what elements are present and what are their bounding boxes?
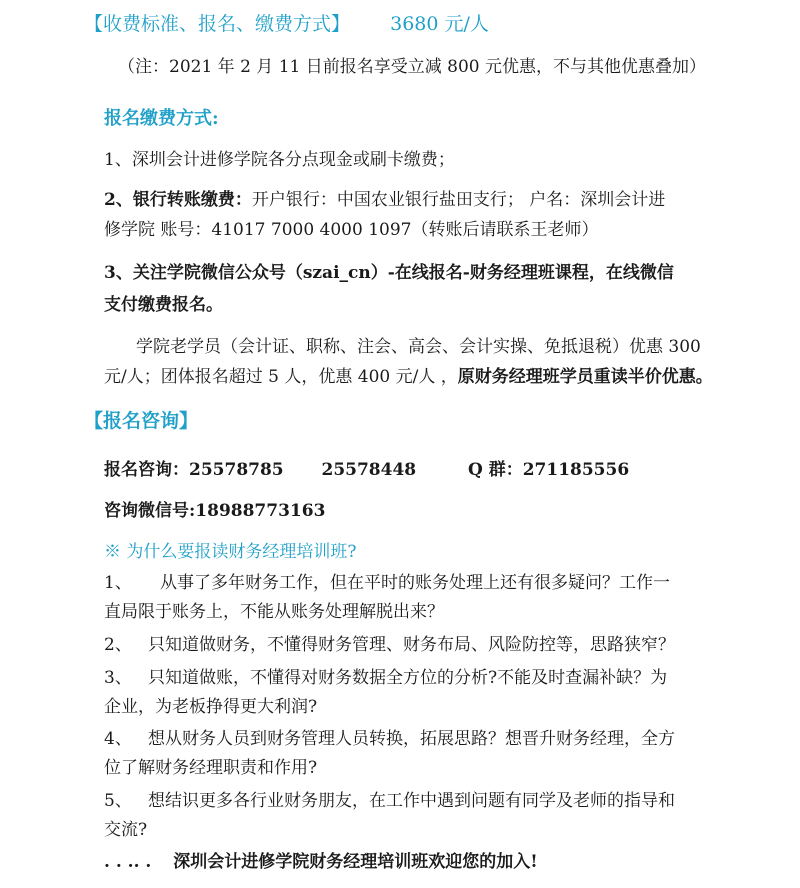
why-item-num: 1、	[104, 573, 132, 593]
wechat-label: 咨询微信号:	[104, 501, 196, 521]
payment-item-2-line1	[104, 185, 665, 216]
closing-text: 深圳会计进修学院财务经理培训班欢迎您的加入!	[173, 852, 538, 872]
why-item-1	[104, 568, 670, 599]
why-item-2	[104, 630, 675, 661]
closing-line	[104, 847, 538, 878]
fee-section	[84, 8, 489, 40]
why-item-num: 3、	[104, 668, 132, 688]
fee-heading: 【收费标准、报名、缴费方式】	[84, 13, 351, 35]
consult-phones	[104, 455, 629, 486]
why-item-text: 想结识更多各行业财务朋友，在工作中遇到问题有同学及老师的指导和	[148, 791, 675, 811]
closing-dots: . . .. .	[104, 852, 152, 872]
phone-2: 25578448	[321, 460, 417, 480]
why-item-4	[104, 724, 675, 755]
wechat-id: 18988773163	[195, 501, 326, 521]
why-item-5	[104, 786, 675, 817]
payment-item-3-line2: 支付缴费报名。	[104, 295, 223, 315]
phone-1: 25578785	[189, 460, 284, 480]
why-item-num: 5、	[104, 791, 132, 811]
payment-item-3-line1: 3、关注学院微信公众号（szai_cn）-在线报名-财务经理班课程，在线微信	[104, 263, 674, 283]
why-item-3-cont: 企业，为老板挣得更大利润?	[104, 697, 318, 717]
payment-heading: 报名缴费方式:	[104, 108, 219, 129]
payment-item-2-label: 2、银行转账缴费：	[104, 190, 252, 210]
fee-price: 3680 元/人	[390, 13, 489, 35]
why-item-text: 想从财务人员到财务管理人员转换，拓展思路？想晋升财务经理，全方	[148, 729, 675, 749]
consult-heading: 【报名咨询】	[84, 410, 199, 432]
why-item-text: 只知道做财务，不懂得财务管理、财务布局、风险防控等，思路狭窄？	[148, 635, 675, 655]
why-item-4-cont: 位了解财务经理职责和作用?	[104, 758, 318, 778]
consult-wechat	[104, 496, 325, 527]
discount-line1: 学院老学员（会计证、职称、注会、高会、会计实操、免抵退税）优惠 300	[136, 337, 701, 357]
payment-item-2-bank: 开户银行：中国农业银行盐田支行； 户名：深圳会计进	[251, 190, 666, 210]
why-item-1-cont: 直局限于账务上，不能从账务处理解脱出来？	[104, 602, 444, 622]
why-heading: ※ 为什么要报读财务经理培训班?	[104, 542, 357, 562]
payment-item-1: 1、深圳会计进修学院各分点现金或刷卡缴费；	[104, 150, 455, 170]
fee-note: （注：2021 年 2 月 11 日前报名享受立减 800 元优惠，不与其他优惠叠加）	[118, 57, 706, 77]
why-item-5-cont: 交流?	[104, 820, 148, 840]
phone-label: 报名咨询：	[104, 460, 189, 480]
qq-number: 271185556	[522, 460, 630, 480]
why-item-text: 从事了多年财务工作，但在平时的账务处理上还有很多疑问？工作一	[160, 573, 670, 593]
discount-line2	[104, 362, 713, 393]
qq-label: Q 群：	[467, 460, 523, 480]
payment-item-2-line2: 修学院 账号：41017 7000 4000 1097（转账后请联系王老师）	[104, 220, 599, 240]
why-item-3	[104, 663, 667, 694]
why-item-text: 只知道做账，不懂得对财务数据全方位的分析?不能及时查漏补缺？为	[148, 668, 668, 688]
why-item-num: 4、	[104, 729, 132, 749]
why-item-num: 2、	[104, 635, 132, 655]
discount-bold: 原财务经理班学员重读半价优惠。	[457, 367, 713, 387]
discount-text: 元/人；团体报名超过 5 人，优惠 400 元/人 ，	[104, 367, 458, 387]
